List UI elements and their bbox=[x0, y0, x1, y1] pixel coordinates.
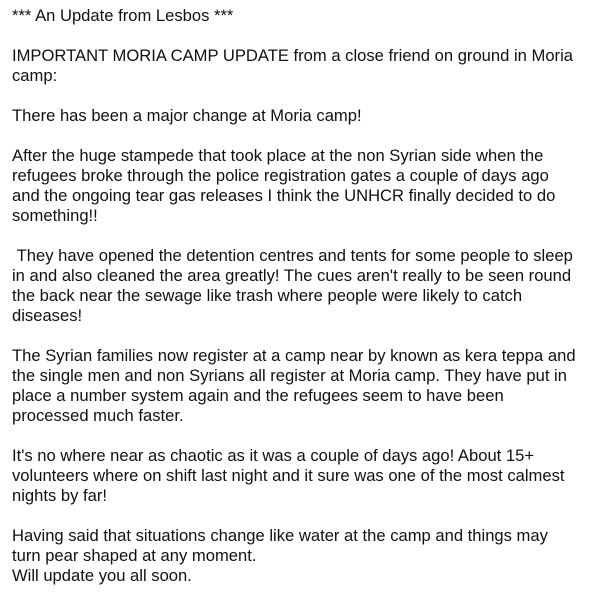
paragraph-volunteers: It's no where near as chaotic as it was a couple of days ago! About 15+ volunteers where on shift last night and it sure was one of the most calmest nights by far! bbox=[12, 446, 570, 505]
paragraph-stampede: After the huge stampede that took place at the non Syrian side when the refugees broke through the police registration gates a couple of days ago and the ongoing tear gas releases I think the UNHCR finally decided to do something!! bbox=[12, 146, 560, 225]
paragraph-source: IMPORTANT MORIA CAMP UPDATE from a close friend on ground in Moria camp: bbox=[12, 46, 578, 85]
paragraph-major-change: There has been a major change at Moria camp! bbox=[12, 106, 362, 125]
paragraph-closing: Will update you all soon. bbox=[12, 566, 192, 585]
paragraph-registration: The Syrian families now register at a camp near by known as kera teppa and the single men and non Syrians all register at Moria camp. They have put in place a number system again and the refugees seem to have been processed much faster. bbox=[12, 346, 581, 425]
paragraph-situations: Having said that situations change like water at the camp and things may turn pear shaped at any moment. bbox=[12, 526, 553, 565]
post-header: *** An Update from Lesbos *** bbox=[12, 6, 234, 25]
paragraph-detention-centres: They have opened the detention centres and tents for some people to sleep in and also cleaned the area greatly! The cues aren't really to be seen round the back near the sewage like trash where people were likely to catch diseases! bbox=[12, 246, 578, 325]
